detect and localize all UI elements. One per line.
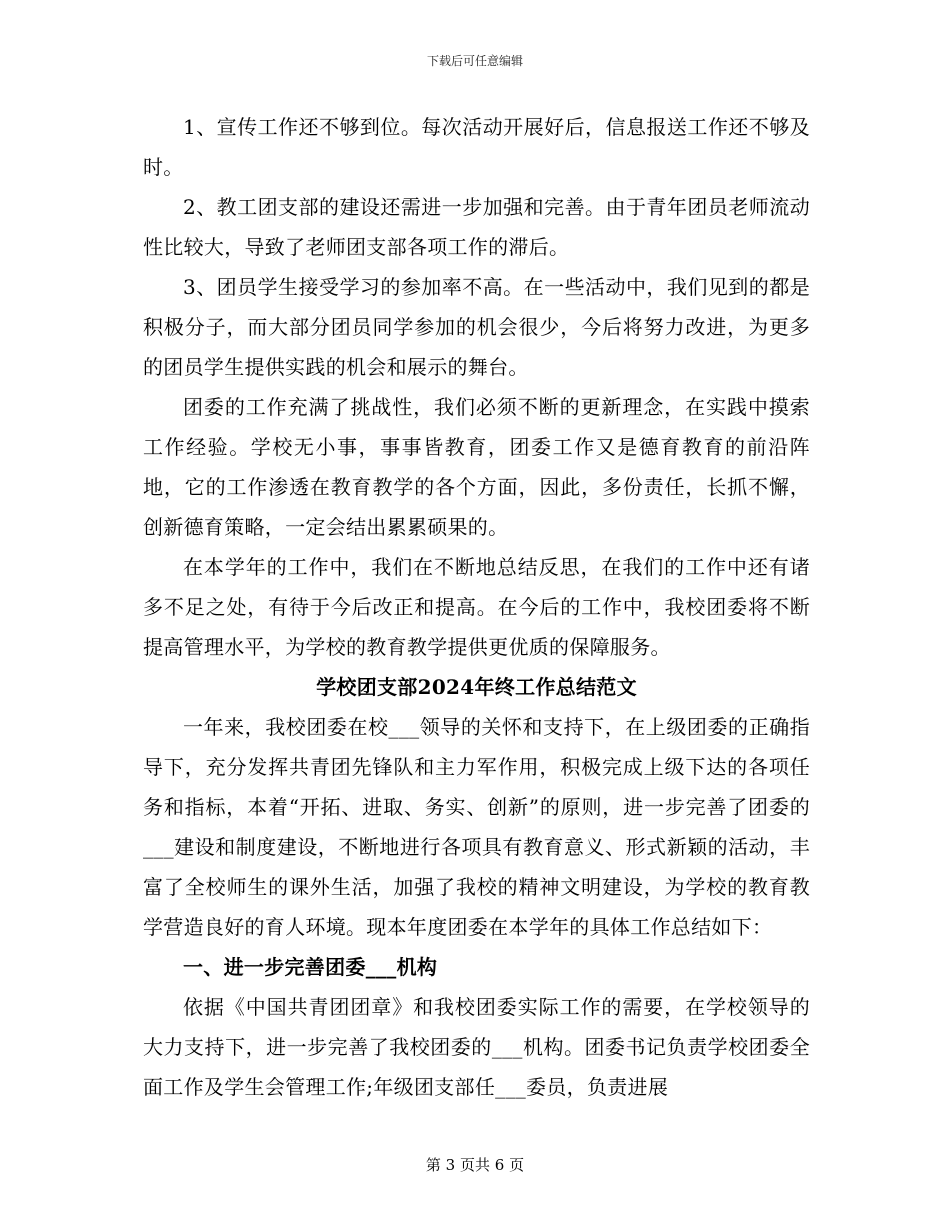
page-header: 下载后可任意编辑 [426, 54, 523, 68]
paragraph: 3、团员学生接受学习的参加率不高。在一些活动中，我们见到的都是积极分子，而大部分团员同学参加的机会很少，今后将努力改进，为更多的团员学生提供实践的机会和展示的舞台。 [143, 275, 810, 379]
paragraph: 在本学年的工作中，我们在不断地总结反思，在我们的工作中还有诸多不足之处，有待于今后改正和提高。在今后的工作中，我校团委将不断提高管理水平，为学校的教育教学提供更优质的保障服务。 [143, 555, 810, 659]
paragraph: 团委的工作充满了挑战性，我们必须不断的更新理念，在实践中摸索工作经验。学校无小事，事事皆教育，团委工作又是德育教育的前沿阵地，它的工作渗透在教育教学的各个方面，因此，多份责任，长抓不懈，创新德育策略，一定会结出累累硕果的。 [143, 395, 810, 539]
section-heading: 一、进一步完善团委___机构 [183, 955, 438, 979]
document-title: 学校团支部2024年终工作总结范文 [316, 675, 637, 699]
section-paragraph: 依据《中国共青团团章》和我校团委实际工作的需要，在学校领导的大力支持下，进一步完善了我校团委的___机构。团委书记负责学校团委全面工作及学生会管理工作;年级团支部任___委员，负责进展 [143, 995, 810, 1099]
document-body [143, 107, 810, 1107]
paragraph: 2、教工团支部的建设还需进一步加强和完善。由于青年团员老师流动性比较大，导致了老师团支部各项工作的滞后。 [143, 195, 810, 259]
paragraph: 1、宣传工作还不够到位。每次活动开展好后，信息报送工作还不够及时。 [143, 115, 810, 179]
intro-paragraph: 一年来，我校团委在校___领导的关怀和支持下，在上级团委的正确指导下，充分发挥共青团先锋队和主力军作用，积极完成上级下达的各项任务和指标，本着“开拓、进取、务实、创新”的原则，进一步完善了团委的___建设和制度建设，不断地进行各项具有教育意义、形式新颖的活动，丰富了全校师生的课外生活，加强了我校的精神文明建设，为学校的教育教学营造良好的育人环境。现本年度团委在本学年的具体工作总结如下： [143, 715, 810, 939]
page-number-footer: 第 3 页共 6 页 [425, 1156, 525, 1174]
